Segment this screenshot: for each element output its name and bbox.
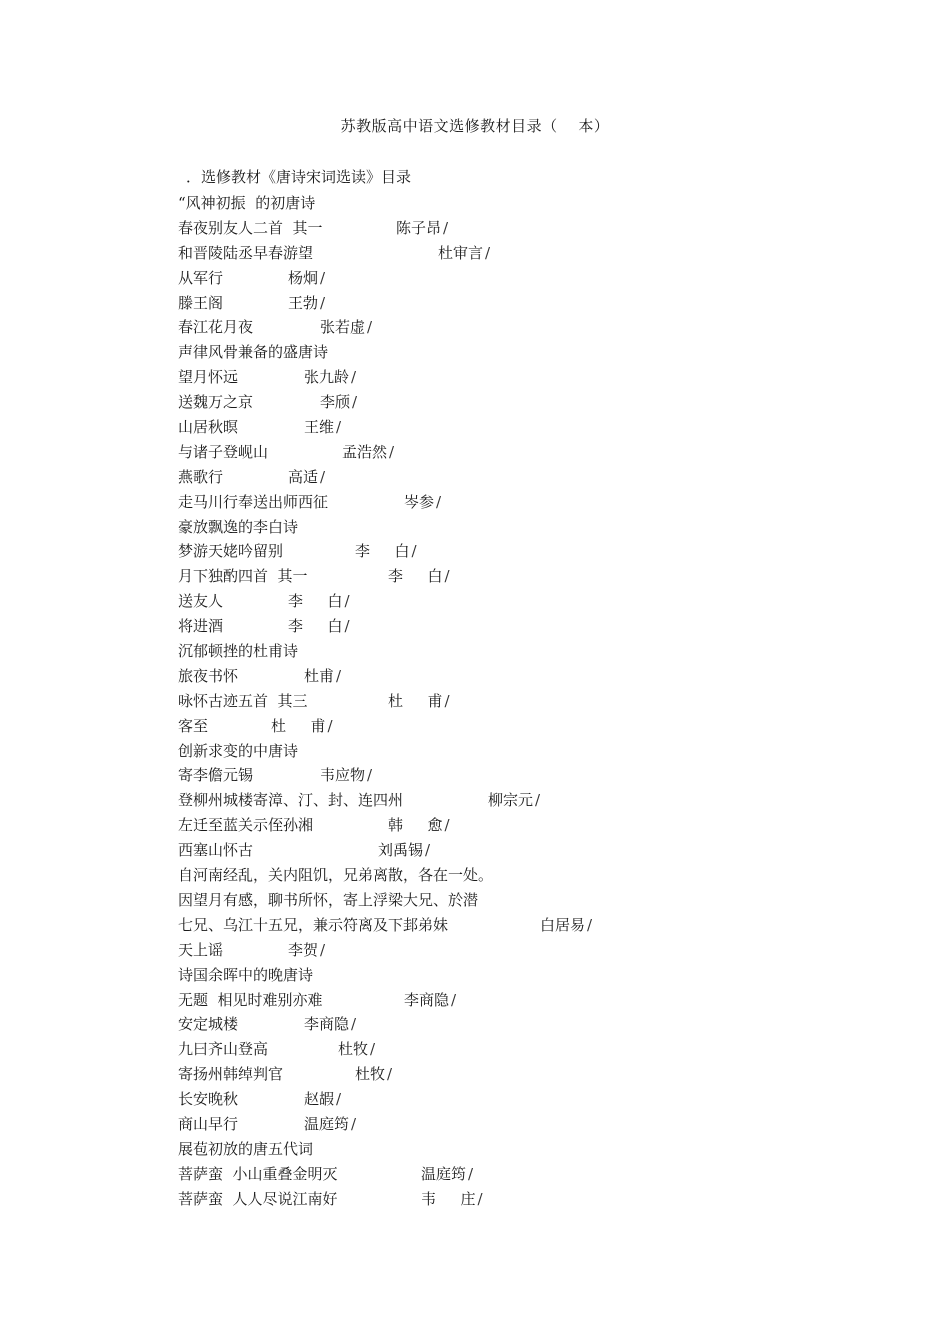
author-name: 韩 愈: [388, 816, 443, 835]
entry-title: 和晋陵陆丞早春游望: [178, 243, 314, 262]
toc-entry: [178, 988, 898, 1013]
toc-entry: [178, 1162, 898, 1187]
entry-title: 滕王阁: [178, 293, 224, 312]
entry-author: [404, 490, 441, 515]
toc-entry: [178, 490, 898, 515]
author-name: 柳宗元: [488, 791, 534, 810]
author-name: 杜牧: [338, 1040, 369, 1059]
entry-author: [304, 1112, 356, 1137]
entry-title: 寄李儋元锡: [178, 766, 254, 785]
entry-author: [388, 564, 450, 589]
toc-entry: [178, 1037, 898, 1062]
entry-author: [288, 266, 325, 291]
entry-separator: /: [351, 1015, 357, 1034]
entry-separator: /: [327, 716, 333, 735]
entry-separator: /: [444, 567, 450, 586]
toc-entry: [178, 763, 898, 788]
toc-entry: [178, 415, 898, 440]
entry-author: [342, 440, 394, 465]
entry-title: 从军行: [178, 268, 224, 287]
author-name: 杜 甫: [388, 691, 443, 710]
entry-title: 咏怀古迹五首 其三: [178, 691, 308, 710]
toc-entry: [178, 1087, 898, 1112]
entry-title: 自河南经乱，关内阻饥，兄弟离散，各在一处。: [178, 866, 494, 885]
toc-entry: [178, 440, 898, 465]
entry-title: “风神初振 的初唐诗: [178, 194, 316, 212]
entry-title: 沉郁顿挫的杜甫诗: [178, 642, 299, 661]
author-name: 李商隐: [304, 1015, 350, 1034]
entry-title: 山居秋暝: [178, 418, 239, 437]
entry-author: [288, 465, 325, 490]
toc-entry: [178, 689, 898, 714]
toc-entry: [178, 390, 898, 415]
entry-author: [421, 1187, 483, 1212]
entry-separator: /: [443, 218, 449, 237]
entry-title: 声律风骨兼备的盛唐诗: [178, 343, 329, 362]
entry-separator: /: [370, 1040, 376, 1059]
entry-title: 寄扬州韩绰判官: [178, 1065, 284, 1084]
author-name: 温庭筠: [421, 1164, 467, 1183]
entry-author: [288, 614, 350, 639]
entry-title: 豪放飘逸的李白诗: [178, 517, 299, 536]
entry-separator: /: [389, 442, 395, 461]
toc-entry: [178, 465, 898, 490]
author-name: 韦 庄: [421, 1189, 476, 1208]
entry-separator: /: [387, 1065, 393, 1084]
author-name: 温庭筠: [304, 1114, 350, 1133]
entry-title: 菩萨蛮 人人尽说江南好: [178, 1189, 338, 1208]
entry-author: [388, 689, 450, 714]
entry-author: [488, 788, 540, 813]
entry-author: [355, 539, 417, 564]
author-name: 韦应物: [320, 766, 366, 785]
entry-title: 客至: [178, 716, 209, 735]
toc-category-heading: [178, 888, 898, 913]
toc-category-heading: [178, 340, 898, 365]
entry-author: [388, 813, 450, 838]
toc-entry: [178, 664, 898, 689]
author-name: 李 白: [288, 592, 343, 611]
entry-author: [438, 241, 490, 266]
entry-title: 因望月有感，聊书所怀，寄上浮梁大兄、於潜: [178, 890, 479, 909]
entry-author: [338, 1037, 375, 1062]
entry-author: [540, 913, 592, 938]
entry-title: 月下独酌四首 其一: [178, 567, 308, 586]
entry-separator: /: [425, 841, 431, 860]
entry-separator: /: [320, 293, 326, 312]
author-name: 杜审言: [438, 243, 484, 262]
toc-entry: [178, 589, 898, 614]
entry-separator: /: [451, 990, 457, 1009]
toc-list: [178, 191, 898, 1212]
entry-title: 登柳州城楼寄漳、汀、封、连四州: [178, 791, 404, 810]
entry-title: 诗国余晖中的晚唐诗: [178, 965, 314, 984]
entry-separator: /: [352, 393, 358, 412]
entry-separator: /: [477, 1189, 483, 1208]
entry-title: 天上谣: [178, 940, 224, 959]
author-name: 高适: [288, 467, 319, 486]
entry-title: 旅夜书怀: [178, 666, 239, 685]
author-name: 孟浩然: [342, 442, 388, 461]
toc-category-heading: [178, 639, 898, 664]
toc-entry: [178, 838, 898, 863]
entry-separator: /: [411, 542, 417, 561]
entry-separator: /: [436, 492, 442, 511]
entry-author: [320, 763, 372, 788]
entry-separator: /: [485, 243, 491, 262]
toc-entry: [178, 813, 898, 838]
entry-author: [304, 1012, 356, 1037]
entry-title: 送魏万之京: [178, 393, 254, 412]
author-name: 李 白: [355, 542, 410, 561]
toc-entry: [178, 938, 898, 963]
entry-separator: /: [336, 1090, 342, 1109]
toc-category-heading: [178, 515, 898, 540]
entry-title: 展苞初放的唐五代词: [178, 1139, 314, 1158]
entry-separator: /: [587, 915, 593, 934]
toc-entry: [178, 365, 898, 390]
entry-author: [288, 291, 325, 316]
toc-category-heading: [178, 739, 898, 764]
entry-title: 七兄、乌江十五兄，兼示符离及下邽弟妹: [178, 915, 449, 934]
author-name: 李贺: [288, 940, 319, 959]
entry-title: 梦游天姥吟留别: [178, 542, 284, 561]
entry-title: 菩萨蛮 小山重叠金明灭: [178, 1164, 338, 1183]
toc-entry: [178, 291, 898, 316]
author-name: 杨炯: [288, 268, 319, 287]
toc-entry: [178, 614, 898, 639]
author-name: 张若虚: [320, 318, 366, 337]
entry-separator: /: [367, 766, 373, 785]
entry-separator: /: [351, 1114, 357, 1133]
author-name: 李商隐: [404, 990, 450, 1009]
entry-author: [288, 938, 325, 963]
toc-category-heading: [178, 863, 898, 888]
toc-entry: [178, 788, 898, 813]
entry-title: 商山早行: [178, 1114, 239, 1133]
entry-author: [320, 315, 372, 340]
toc-category-heading: [178, 963, 898, 988]
entry-title: 创新求变的中唐诗: [178, 741, 299, 760]
entry-separator: /: [320, 940, 326, 959]
entry-author: [304, 664, 341, 689]
entry-title: 将进酒: [178, 617, 224, 636]
toc-entry: [178, 1062, 898, 1087]
entry-author: [355, 1062, 392, 1087]
author-name: 李颀: [320, 393, 351, 412]
entry-separator: /: [367, 318, 373, 337]
author-name: 李 白: [288, 617, 343, 636]
toc-category-heading: [178, 191, 898, 216]
toc-entry: [178, 241, 898, 266]
toc-entry: [178, 1012, 898, 1037]
toc-entry: [178, 1112, 898, 1137]
entry-title: 西塞山怀古: [178, 841, 254, 860]
section-heading: ．选修教材《唐诗宋词选读》目录: [186, 168, 412, 186]
author-name: 杜牧: [355, 1065, 386, 1084]
entry-separator: /: [344, 592, 350, 611]
author-name: 赵嘏: [304, 1090, 335, 1109]
author-name: 王勃: [288, 293, 319, 312]
author-name: 白居易: [540, 915, 586, 934]
entry-author: [304, 365, 356, 390]
entry-title: 春夜别友人二首 其一: [178, 218, 323, 237]
entry-title: 左迁至蓝关示侄孙湘: [178, 816, 314, 835]
toc-entry: [178, 216, 898, 241]
entry-author: [378, 838, 430, 863]
entry-separator: /: [336, 666, 342, 685]
entry-author: [404, 988, 456, 1013]
entry-separator: /: [535, 791, 541, 810]
entry-title: 九曰齐山登高: [178, 1040, 269, 1059]
entry-author: [271, 714, 333, 739]
document-title: 苏教版高中语文选修教材目录（ 本）: [340, 117, 610, 135]
entry-title: 燕歌行: [178, 467, 224, 486]
entry-separator: /: [444, 691, 450, 710]
entry-separator: /: [468, 1164, 474, 1183]
entry-author: [288, 589, 350, 614]
toc-entry: [178, 913, 898, 938]
author-name: 王维: [304, 418, 335, 437]
toc-entry: [178, 714, 898, 739]
entry-separator: /: [351, 368, 357, 387]
entry-title: 与诸子登岘山: [178, 442, 269, 461]
author-name: 李 白: [388, 567, 443, 586]
entry-separator: /: [320, 268, 326, 287]
entry-title: 长安晚秋: [178, 1090, 239, 1109]
entry-title: 安定城楼: [178, 1015, 239, 1034]
entry-title: 走马川行奉送出师西征: [178, 492, 329, 511]
entry-author: [304, 415, 341, 440]
author-name: 杜甫: [304, 666, 335, 685]
entry-author: [396, 216, 448, 241]
author-name: 杜 甫: [271, 716, 326, 735]
entry-separator: /: [336, 418, 342, 437]
entry-author: [304, 1087, 341, 1112]
toc-entry: [178, 564, 898, 589]
author-name: 张九龄: [304, 368, 350, 387]
entry-author: [421, 1162, 473, 1187]
entry-separator: /: [320, 467, 326, 486]
author-name: 陈子昂: [396, 218, 442, 237]
author-name: 刘禹锡: [378, 841, 424, 860]
author-name: 岑参: [404, 492, 435, 511]
entry-separator: /: [444, 816, 450, 835]
toc-entry: [178, 266, 898, 291]
entry-author: [320, 390, 357, 415]
toc-entry: [178, 315, 898, 340]
entry-title: 望月怀远: [178, 368, 239, 387]
entry-title: 送友人: [178, 592, 224, 611]
entry-title: 无题 相见时难别亦难: [178, 990, 323, 1009]
entry-title: 春江花月夜: [178, 318, 254, 337]
toc-entry: [178, 1187, 898, 1212]
toc-entry: [178, 539, 898, 564]
entry-separator: /: [344, 617, 350, 636]
toc-category-heading: [178, 1137, 898, 1162]
